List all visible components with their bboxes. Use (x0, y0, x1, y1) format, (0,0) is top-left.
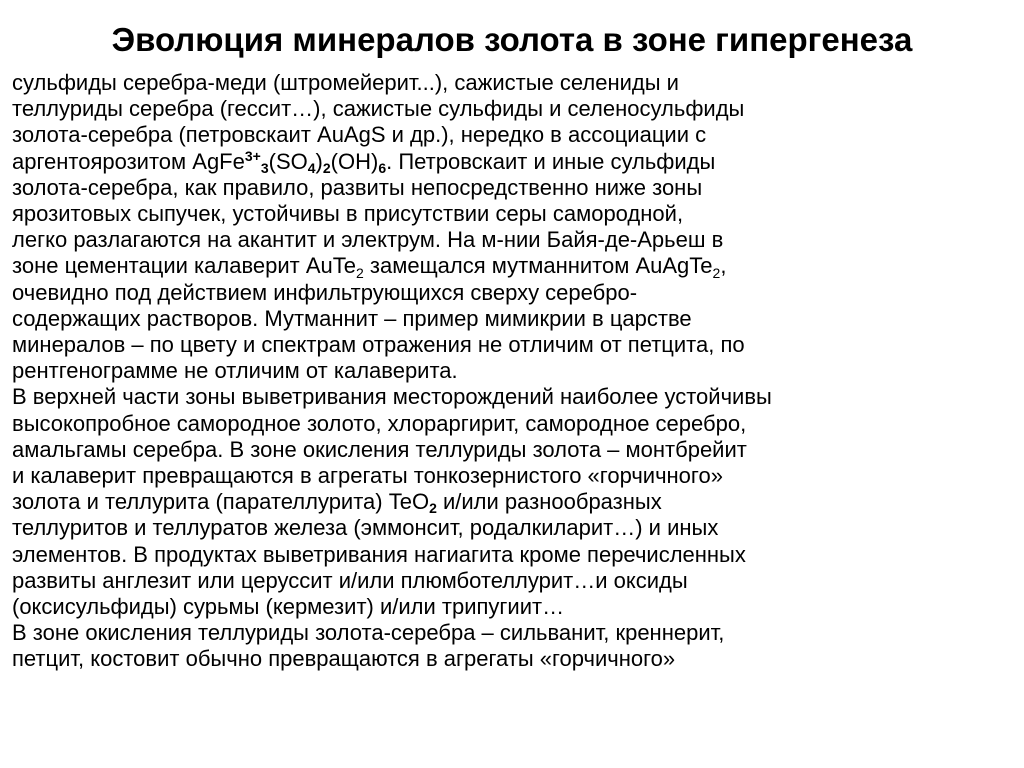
text-fragment: (OH) (330, 148, 379, 174)
text-line: ярозитовых сыпучек, устойчивы в присутствии серы самородной, (12, 201, 684, 227)
text-line-formula (12, 147, 1017, 176)
text-line: развиты англезит или церуссит и/или плюмботеллурит…и оксиды (12, 567, 688, 593)
text-line: высокопробное самородное золото, хлораргирит, самородное серебро, (12, 410, 747, 436)
text-fragment: золота и теллурита (парателлурита) TeO (12, 489, 430, 515)
slide-body (12, 70, 1017, 673)
text-fragment: и/или разнообразных (436, 489, 662, 515)
text-line: теллуритов и теллуратов железа (эммонсит, родалкиларит…) и иных (12, 515, 719, 541)
paragraph-oxidation-zone (12, 620, 1017, 672)
text-fragment: ) (315, 148, 323, 174)
superscript: 3+ (244, 147, 261, 164)
paragraph-weathering-zone (12, 384, 1017, 620)
text-line: теллуриды серебра (гессит…), сажистые сульфиды и селеносульфиды (12, 96, 745, 122)
paragraph-sulfides (12, 70, 1017, 384)
subscript: 2 (322, 159, 331, 176)
text-line: (оксисульфиды) сурьмы (кермезит) и/или трипугиит… (12, 594, 565, 620)
text-line: В верхней части зоны выветривания месторождений наиболее устойчивы (12, 384, 772, 410)
text-fragment: , (720, 253, 727, 279)
text-fragment: замещался мутманнитом AuAgTe (363, 253, 713, 279)
text-line: легко разлагаются на акантит и электрум. На м-нии Байя-де-Арьеш в (12, 227, 724, 253)
subscript: 2 (712, 264, 721, 281)
text-line: и калаверит превращаются в агрегаты тонкозернистого «горчичного» (12, 463, 723, 489)
text-fragment: зоне цементации калаверит AuTe (12, 253, 356, 279)
text-line: амальгамы серебра. В зоне окисления теллуриды золота – монтбрейит (12, 436, 747, 462)
subscript: 6 (378, 159, 387, 176)
subscript: 4 (307, 159, 316, 176)
text-line: золота-серебра, как правило, развиты непосредственно ниже зоны (12, 174, 703, 200)
text-line-formula (12, 253, 1017, 281)
text-fragment: аргентоярозитом AgFe (12, 148, 245, 174)
text-line-formula (12, 489, 1017, 517)
text-line: минералов – по цвету и спектрам отражения не отличим от петцита, по (12, 332, 745, 358)
slide-title: Эволюция минералов золота в зоне гипергенеза (111, 21, 913, 58)
subscript: 2 (355, 264, 364, 281)
text-line: рентгенограмме не отличим от калаверита. (12, 358, 458, 384)
text-line: золота-серебра (петровскаит AuAgS и др.), нередко в ассоциации с (12, 122, 707, 148)
text-fragment: (SO (268, 148, 308, 174)
text-fragment: . Петровскаит и иные сульфиды (386, 148, 716, 174)
text-line: сульфиды серебра-меди (штромейерит...), сажистые селениды и (12, 70, 679, 95)
text-line: содержащих растворов. Мутманнит – пример мимикрии в царстве (12, 305, 692, 331)
subscript: 3 (260, 159, 269, 176)
text-line: петцит, костовит обычно превращаются в агрегаты «горчичного» (12, 646, 676, 672)
text-line: очевидно под действием инфильтрующихся сверху серебро- (12, 279, 638, 305)
subscript: 2 (429, 500, 437, 517)
text-line: В зоне окисления теллуриды золота-серебра – сильванит, креннерит, (12, 620, 725, 646)
text-line: элементов. В продуктах выветривания нагиагита кроме перечисленных (12, 541, 746, 567)
